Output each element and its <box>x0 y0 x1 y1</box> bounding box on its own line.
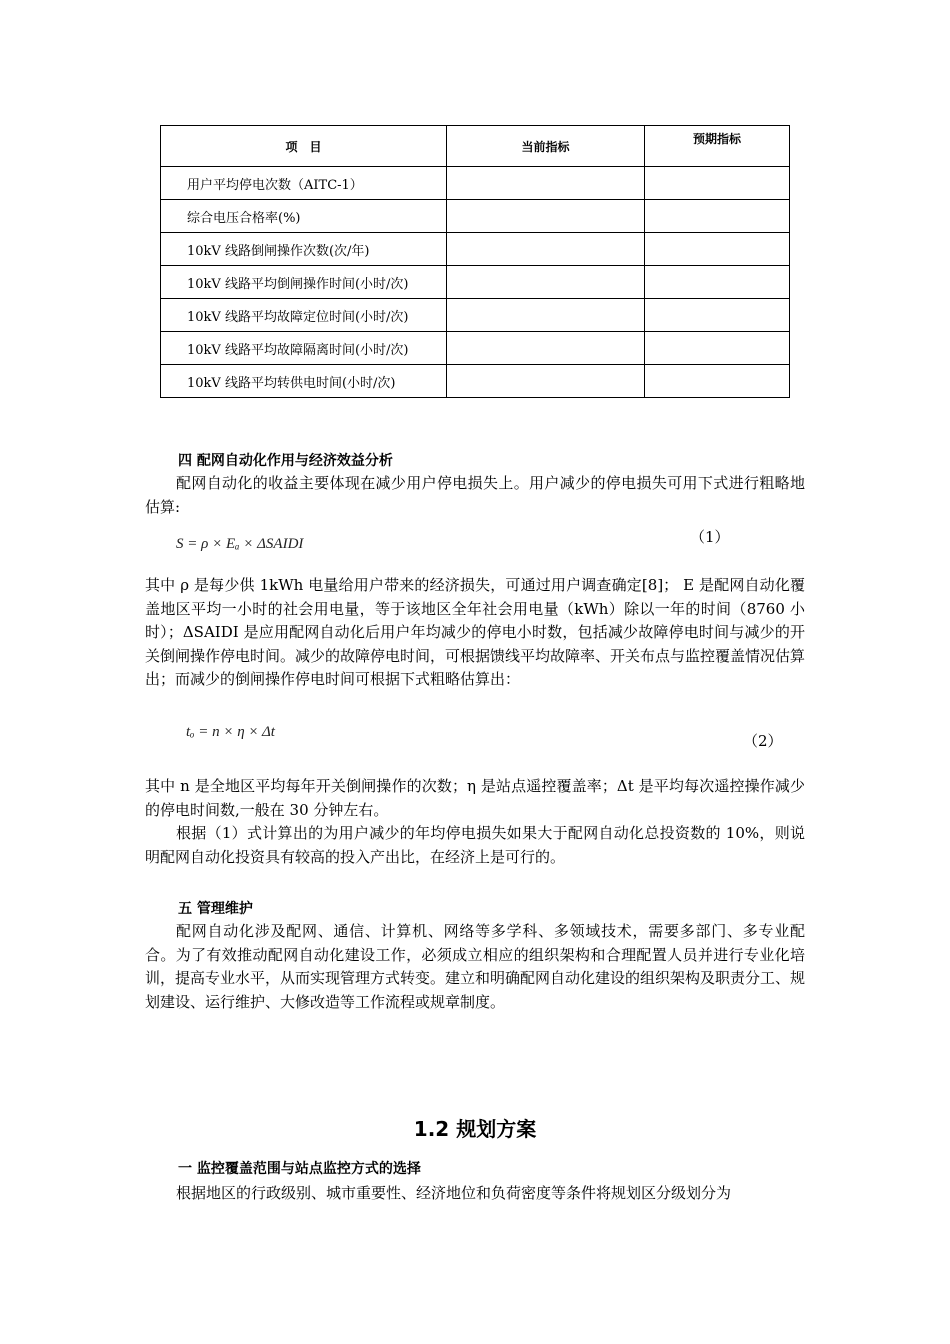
section-1-2-subheading: 一 监控覆盖范围与站点监控方式的选择 <box>178 1161 421 1177</box>
equation-1: S = ρ × Eₐ × ΔSAIDI <box>176 536 304 552</box>
table-row <box>161 200 790 233</box>
expected-cell <box>645 332 790 365</box>
row-label: 10kV 线路平均转供电时间(小时/次) <box>161 365 447 398</box>
expected-cell <box>645 365 790 398</box>
expected-cell <box>645 299 790 332</box>
row-label: 10kV 线路平均故障定位时间(小时/次) <box>161 299 447 332</box>
table-row <box>161 299 790 332</box>
section4-para1: 配网自动化的收益主要体现在减少用户停电损失上。用户减少的停电损失可用下式进行粗略地估算: <box>145 474 805 516</box>
section-1-2-title: 1.2 规划方案 <box>413 1117 537 1141</box>
row-label: 10kV 线路平均倒闸操作时间(小时/次) <box>161 266 447 299</box>
section4-para4: 根据（1）式计算出的为用户减少的年均停电损失如果大于配网自动化总投资数的 10%，则说明配网自动化投资具有较高的投入产出比，在经济上是可行的。 <box>145 824 805 866</box>
current-cell <box>447 332 645 365</box>
expected-cell <box>645 233 790 266</box>
expected-cell <box>645 266 790 299</box>
header-current: 当前指标 <box>447 126 645 167</box>
expected-cell <box>645 200 790 233</box>
section4-heading: 四 配网自动化作用与经济效益分析 <box>178 453 393 469</box>
table-header-row <box>161 126 790 167</box>
row-label: 用户平均停电次数（AITC-1） <box>161 167 447 200</box>
current-cell <box>447 167 645 200</box>
header-item: 项 目 <box>161 126 447 167</box>
section5-para: 配网自动化涉及配网、通信、计算机、网络等多学科、多领域技术，需要多部门、多专业配合。为了有效推动配网自动化建设工作，必须成立相应的组织架构和合理配置人员并进行专业化培训，提高专业水平，从而实现管理方式转变。建立和明确配网自动化建设的组织架构及职责分工、规划建设、运行维护、大修改造等工作流程或规章制度。 <box>145 922 806 1011</box>
indicator-table <box>160 125 790 398</box>
current-cell <box>447 200 645 233</box>
section4-para3: 其中 n 是全地区平均每年开关倒闸操作的次数；η 是站点遥控覆盖率；Δt 是平均每次遥控操作减少的停电时间数,一般在 30 分钟左右。 <box>145 777 805 819</box>
table-row <box>161 365 790 398</box>
header-expected: 预期指标 <box>645 126 790 167</box>
section4-para2: 其中 ρ 是每少供 1kWh 电量给用户带来的经济损失，可通过用户调查确定[8]； E 是配网自动化覆盖地区平均一小时的社会用电量，等于该地区全年社会用电量（kWh）除以一年的时间（8760 小时）；ΔSAIDI 是应用配网自动化后用户年均减少的停电小时数，包括减少故障停电时间与减少的开关倒闸操作停电时间。减少的故障停电时间，可根据馈线平均故障率、开关布点与监控覆盖情况估算出；而减少的倒闸操作停电时间可根据下式粗略估算出： <box>145 576 806 688</box>
equation-1-number: （1） <box>690 528 730 546</box>
section-1-2-para: 根据地区的行政级别、城市重要性、经济地位和负荷密度等条件将规划区分级划分为 <box>176 1184 732 1202</box>
equation-2-number: （2） <box>743 732 783 750</box>
current-cell <box>447 266 645 299</box>
equation-2: tₒ = n × η × Δt <box>186 724 275 740</box>
table-row <box>161 233 790 266</box>
row-label: 综合电压合格率(%) <box>161 200 447 233</box>
current-cell <box>447 299 645 332</box>
row-label: 10kV 线路平均故障隔离时间(小时/次) <box>161 332 447 365</box>
table-row <box>161 332 790 365</box>
expected-cell <box>645 167 790 200</box>
current-cell <box>447 365 645 398</box>
section5-heading: 五 管理维护 <box>178 901 253 917</box>
table-row <box>161 167 790 200</box>
row-label: 10kV 线路倒闸操作次数(次/年) <box>161 233 447 266</box>
current-cell <box>447 233 645 266</box>
table-row <box>161 266 790 299</box>
